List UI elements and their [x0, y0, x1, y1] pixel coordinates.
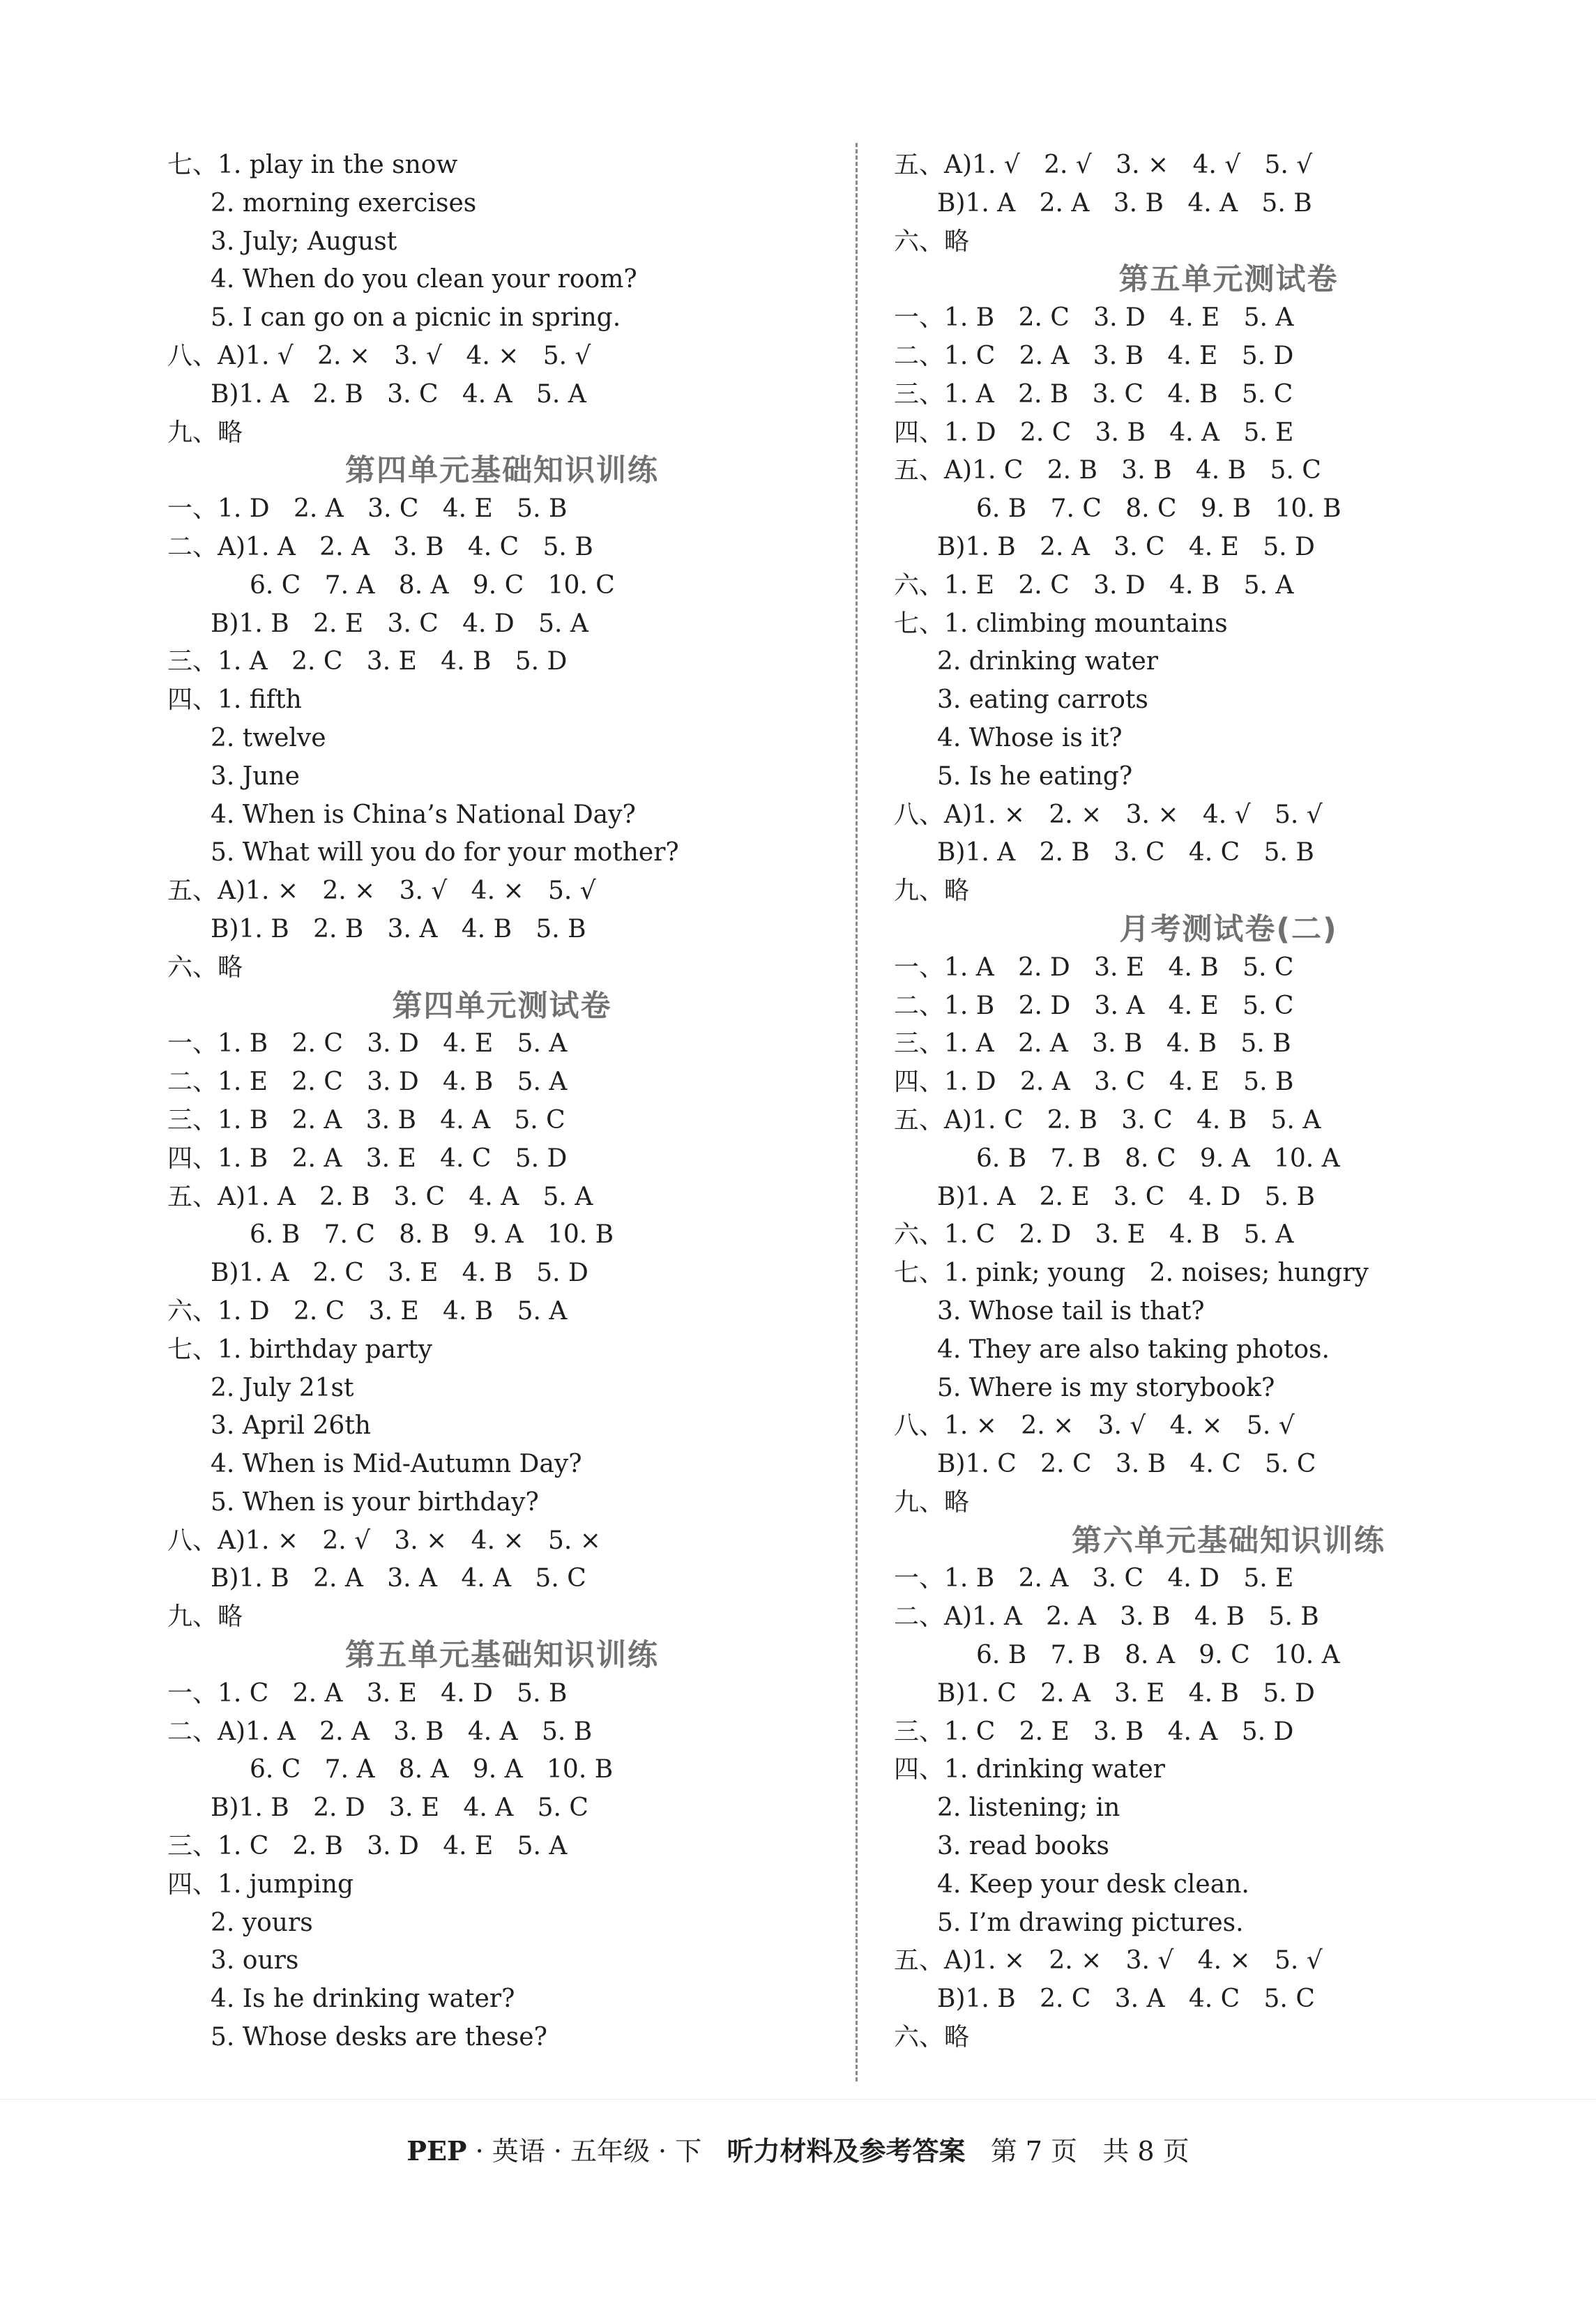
answer-line: B)1. B 2. D 3. E 4. A 5. C [211, 1793, 588, 1823]
section-heading: 月考测试卷(二) [1119, 911, 1338, 947]
answer-line: 4. Is he drinking water? [211, 1985, 515, 2014]
answer-line: 二、A)1. A 2. A 3. B 4. C 5. B [167, 532, 593, 561]
answer-line: 九、略 [167, 418, 243, 447]
answer-line: 2. listening; in [937, 1793, 1120, 1823]
answer-line: 6. C 7. A 8. A 9. C 10. C [250, 570, 615, 600]
answer-line: 5. Whose desks are these? [211, 2023, 547, 2052]
answer-line: 4. They are also taking photos. [937, 1335, 1330, 1364]
answer-line: B)1. B 2. B 3. A 4. B 5. B [211, 914, 586, 943]
answer-line: 6. C 7. A 8. A 9. A 10. B [250, 1755, 614, 1784]
answer-line: 三、1. C 2. E 3. B 4. A 5. D [894, 1717, 1294, 1746]
footer-rule [0, 2099, 1596, 2100]
answer-line: B)1. C 2. A 3. E 4. B 5. D [937, 1678, 1315, 1708]
answer-line: 四、1. fifth [167, 685, 302, 715]
answer-line: 九、略 [894, 1487, 970, 1517]
answer-line: 2. drinking water [937, 647, 1159, 676]
left-column [167, 146, 837, 2057]
section-heading: 第四单元基础知识训练 [345, 453, 659, 489]
footer-subject: · 英语 · 五年级 · 下 [466, 2136, 727, 2167]
answer-line: 4. When do you clean your room? [211, 265, 637, 294]
page-footer [0, 2130, 1596, 2172]
answer-line: B)1. B 2. C 3. A 4. C 5. C [937, 1985, 1315, 2014]
answer-line: 二、A)1. A 2. A 3. B 4. A 5. B [167, 1717, 593, 1746]
answer-line: 四、1. jumping [167, 1869, 354, 1899]
answer-line: 一、1. B 2. A 3. C 4. D 5. E [894, 1564, 1294, 1593]
answer-line: 5. Is he eating? [937, 761, 1133, 791]
answer-line: 2. yours [211, 1908, 313, 1937]
answer-line: 5. I can go on a picnic in spring. [211, 303, 621, 333]
answer-line: 6. B 7. C 8. C 9. B 10. B [976, 494, 1342, 524]
answer-line: 五、A)1. C 2. B 3. C 4. B 5. A [894, 1105, 1321, 1135]
answer-line: 三、1. C 2. B 3. D 4. E 5. A [167, 1832, 568, 1861]
answer-line: B)1. A 2. C 3. E 4. B 5. D [211, 1259, 588, 1288]
answer-line: 一、1. B 2. C 3. D 4. E 5. A [894, 303, 1294, 333]
answer-line: 三、1. A 2. C 3. E 4. B 5. D [167, 647, 568, 676]
answer-line: 三、1. B 2. A 3. B 4. A 5. C [167, 1105, 565, 1135]
answer-line: 3. read books [937, 1832, 1109, 1861]
answer-line: 六、略 [894, 2023, 970, 2052]
answer-line: 一、1. C 2. A 3. E 4. D 5. B [167, 1678, 568, 1708]
answer-line: B)1. B 2. A 3. A 4. A 5. C [211, 1564, 586, 1593]
answer-line: 一、1. B 2. C 3. D 4. E 5. A [167, 1029, 568, 1059]
answer-line: 六、略 [167, 953, 243, 982]
answer-line: 九、略 [167, 1602, 243, 1632]
answer-line: 2. twelve [211, 723, 326, 752]
answer-line: B)1. A 2. A 3. B 4. A 5. B [937, 188, 1312, 218]
answer-line: B)1. A 2. B 3. C 4. A 5. A [211, 379, 586, 409]
answer-line: 6. B 7. B 8. A 9. C 10. A [976, 1641, 1340, 1670]
answer-line: 4. Keep your desk clean. [937, 1869, 1249, 1899]
footer-series: PEP [406, 2135, 467, 2167]
answer-line: 5. When is your birthday? [211, 1487, 539, 1517]
answer-line: 八、1. × 2. × 3. √ 4. × 5. √ [894, 1411, 1295, 1441]
answer-line: 六、1. D 2. C 3. E 4. B 5. A [167, 1296, 568, 1326]
answer-line: 2. morning exercises [211, 188, 477, 218]
answer-line: 二、1. E 2. C 3. D 4. B 5. A [167, 1068, 568, 1097]
answer-line: 四、1. D 2. A 3. C 4. E 5. B [894, 1068, 1294, 1097]
answer-line: 五、A)1. √ 2. √ 3. × 4. √ 5. √ [894, 151, 1313, 179]
answer-line: 3. ours [211, 1946, 299, 1975]
answer-line: 七、1. birthday party [167, 1335, 433, 1364]
answer-line: 6. B 7. B 8. C 9. A 10. A [976, 1144, 1340, 1173]
answer-line: 3. eating carrots [937, 685, 1148, 715]
answer-line: 二、1. C 2. A 3. B 4. E 5. D [894, 341, 1294, 370]
answer-line: 3. June [211, 761, 300, 791]
answer-line: 2. July 21st [211, 1373, 354, 1402]
footer-page-number: 第 7 页 共 8 页 [965, 2136, 1190, 2167]
answer-line: 八、A)1. × 2. × 3. × 4. √ 5. √ [894, 800, 1323, 829]
answer-line: 4. When is China’s National Day? [211, 800, 636, 829]
section-heading: 第五单元测试卷 [1118, 262, 1339, 298]
answer-line: 4. Whose is it? [937, 723, 1123, 752]
answer-line: 六、1. E 2. C 3. D 4. B 5. A [894, 570, 1294, 600]
answer-line: B)1. C 2. C 3. B 4. C 5. C [937, 1450, 1316, 1479]
answer-line: 七、1. climbing mountains [894, 609, 1228, 638]
answer-line: 四、1. drinking water [894, 1755, 1166, 1784]
answer-line: B)1. A 2. B 3. C 4. C 5. B [937, 838, 1314, 867]
section-heading: 第六单元基础知识训练 [1072, 1523, 1385, 1558]
answer-line: 五、A)1. × 2. × 3. √ 4. × 5. √ [894, 1946, 1323, 1975]
answer-line: 七、1. play in the snow [167, 151, 458, 179]
answer-line: 二、1. B 2. D 3. A 4. E 5. C [894, 991, 1294, 1020]
answer-line: 一、1. D 2. A 3. C 4. E 5. B [167, 494, 568, 524]
answer-line: 四、1. D 2. C 3. B 4. A 5. E [894, 418, 1294, 447]
answer-line: 五、A)1. A 2. B 3. C 4. A 5. A [167, 1182, 593, 1211]
answer-line: 七、1. pink; young 2. noises; hungry [894, 1259, 1369, 1288]
answer-line: 六、1. C 2. D 3. E 4. B 5. A [894, 1220, 1294, 1250]
answer-line: 一、1. A 2. D 3. E 4. B 5. C [894, 953, 1294, 982]
right-column [894, 146, 1563, 2057]
section-heading: 第四单元测试卷 [392, 988, 612, 1024]
answer-line: 5. I’m drawing pictures. [937, 1908, 1244, 1937]
answer-line: 6. B 7. C 8. B 9. A 10. B [250, 1220, 614, 1250]
answer-line: 二、A)1. A 2. A 3. B 4. B 5. B [894, 1602, 1319, 1632]
answer-line: B)1. B 2. A 3. C 4. E 5. D [937, 532, 1315, 561]
answer-line: 三、1. A 2. A 3. B 4. B 5. B [894, 1029, 1291, 1059]
answer-line: 3. April 26th [211, 1411, 371, 1441]
answer-line: 八、A)1. × 2. √ 3. × 4. × 5. × [167, 1526, 601, 1555]
answer-line: 5. Where is my storybook? [937, 1373, 1275, 1402]
answer-line: 3. Whose tail is that? [937, 1296, 1205, 1326]
answer-line: 八、A)1. √ 2. × 3. √ 4. × 5. √ [167, 341, 591, 370]
answer-line: B)1. B 2. E 3. C 4. D 5. A [211, 609, 588, 638]
answer-line: 3. July; August [211, 227, 397, 256]
answer-line: 六、略 [894, 227, 970, 256]
answer-line: 5. What will you do for your mother? [211, 838, 679, 867]
answer-line: 四、1. B 2. A 3. E 4. C 5. D [167, 1144, 568, 1173]
answer-line: 三、1. A 2. B 3. C 4. B 5. C [894, 379, 1293, 409]
answer-line: 五、A)1. × 2. × 3. √ 4. × 5. √ [167, 877, 596, 906]
section-heading: 第五单元基础知识训练 [345, 1638, 659, 1674]
column-divider [856, 143, 858, 2081]
answer-line: 五、A)1. C 2. B 3. B 4. B 5. C [894, 456, 1321, 485]
answer-line: B)1. A 2. E 3. C 4. D 5. B [937, 1182, 1315, 1211]
answer-line: 九、略 [894, 877, 970, 906]
answer-line: 4. When is Mid-Autumn Day? [211, 1450, 582, 1479]
footer-doc-title: 听力材料及参考答案 [727, 2136, 966, 2167]
